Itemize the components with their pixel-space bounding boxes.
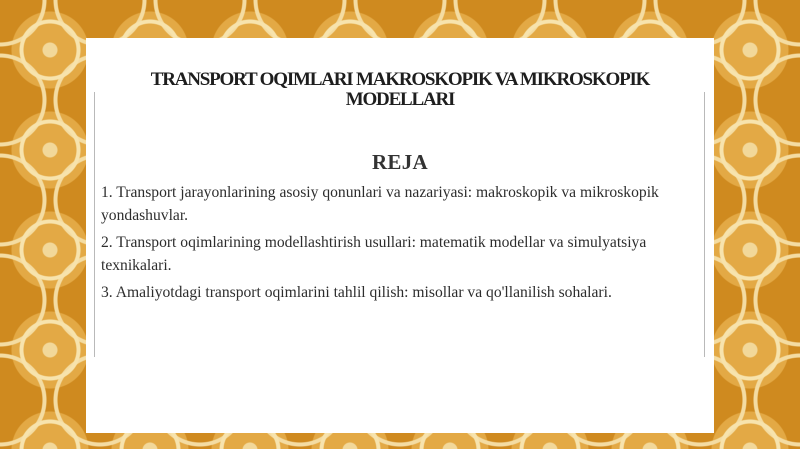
plan-item-3: 3. Amaliyotdagi transport oqimlarini tahlil qilish: misollar va qo'llanilish sohalari. — [101, 284, 612, 301]
slide-title: TRANSPORT OQIMLARI MAKROSKOPIK VA MIKROSKOPIK MODELLARI — [150, 69, 650, 110]
section-heading: REJA — [371, 150, 429, 174]
plan-item-1: 1. Transport jarayonlarining asosiy qonunlari va nazariyasi: makroskopik va mikroskopik yondashuvlar. — [101, 184, 659, 224]
slide-card — [86, 38, 714, 433]
left-guide-line — [94, 92, 95, 357]
plan-list — [101, 181, 707, 308]
plan-item-2: 2. Transport oqimlarining modellashtirish usullari: matematik modellar va simulyatsiya texnikalari. — [101, 234, 647, 274]
